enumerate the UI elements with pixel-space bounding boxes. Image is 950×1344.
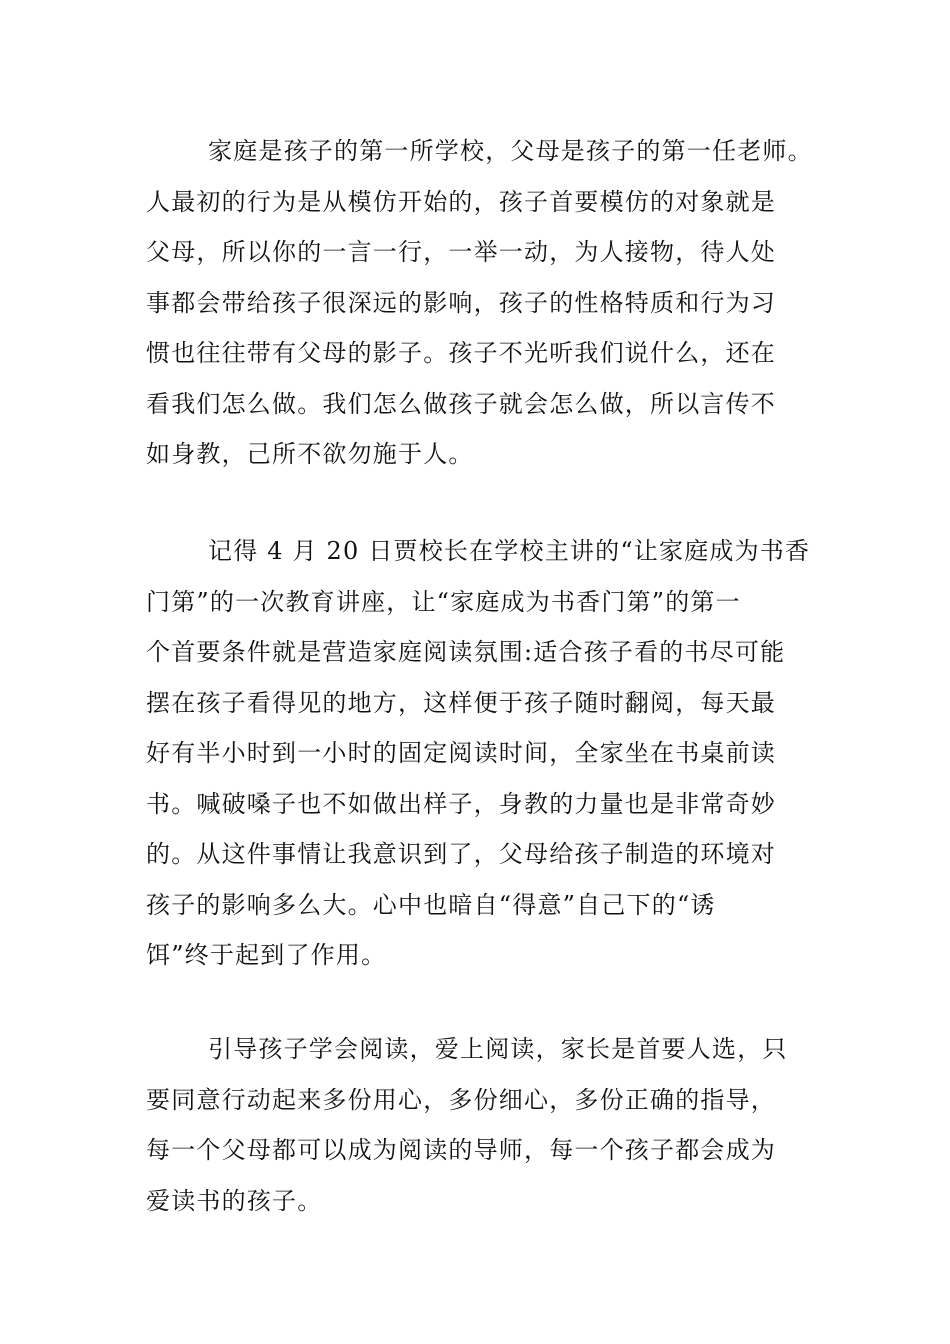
paragraph-line: 饵”终于起到了作用。 — [146, 941, 387, 969]
paragraph-line: 每一个父母都可以成为阅读的导师，每一个孩子都会成为 — [146, 1136, 776, 1164]
paragraph-line: 书。喊破嗓子也不如做出样子，身教的力量也是非常奇妙 — [146, 789, 776, 818]
paragraph-line: 孩子的影响多么大。心中也暗自“得意”自己下的“诱 — [146, 890, 716, 919]
paragraph-line: 人最初的行为是从模仿开始的，孩子首要模仿的对象就是 — [146, 187, 776, 216]
paragraph-line: 要同意行动起来多份用心，多份细心，多份正确的指导， — [146, 1085, 776, 1114]
paragraph-line: 摆在孩子看得见的地方，这样便于孩子随时翻阅，每天最 — [146, 688, 776, 717]
paragraph-line: 爱读书的孩子。 — [146, 1186, 323, 1215]
paragraph-line: 惯也往往带有父母的影子。孩子不光听我们说什么，还在 — [146, 339, 776, 367]
paragraph-line: 门第”的一次教育讲座，让“家庭成为书香门第”的第一 — [146, 587, 741, 616]
paragraph-line: 记得 4 月 20 日贾校长在学校主讲的“让家庭成为书香 — [208, 537, 811, 565]
paragraph-line: 事都会带给孩子很深远的影响，孩子的性格特质和行为习 — [146, 288, 776, 317]
paragraph-2 — [146, 526, 811, 981]
paragraph-1 — [146, 126, 813, 480]
paragraph-line: 引导孩子学会阅读，爱上阅读，家长是首要人选，只 — [208, 1035, 788, 1063]
paragraph-line: 父母，所以你的一言一行，一举一动，为人接物，待人处 — [146, 238, 776, 266]
paragraph-line: 个首要条件就是营造家庭阅读氛围:适合孩子看的书尽可能 — [146, 638, 786, 666]
paragraph-line: 看我们怎么做。我们怎么做孩子就会怎么做，所以言传不 — [146, 389, 776, 418]
paragraph-line: 好有半小时到一小时的固定阅读时间，全家坐在书桌前读 — [146, 739, 776, 767]
paragraph-line: 的。从这件事情让我意识到了，父母给孩子制造的环境对 — [146, 840, 776, 868]
paragraph-line: 如身教，己所不欲勿施于人。 — [146, 440, 474, 468]
paragraph-line: 家庭是孩子的第一所学校，父母是孩子的第一任老师。 — [208, 137, 813, 165]
paragraph-3 — [146, 1024, 806, 1226]
